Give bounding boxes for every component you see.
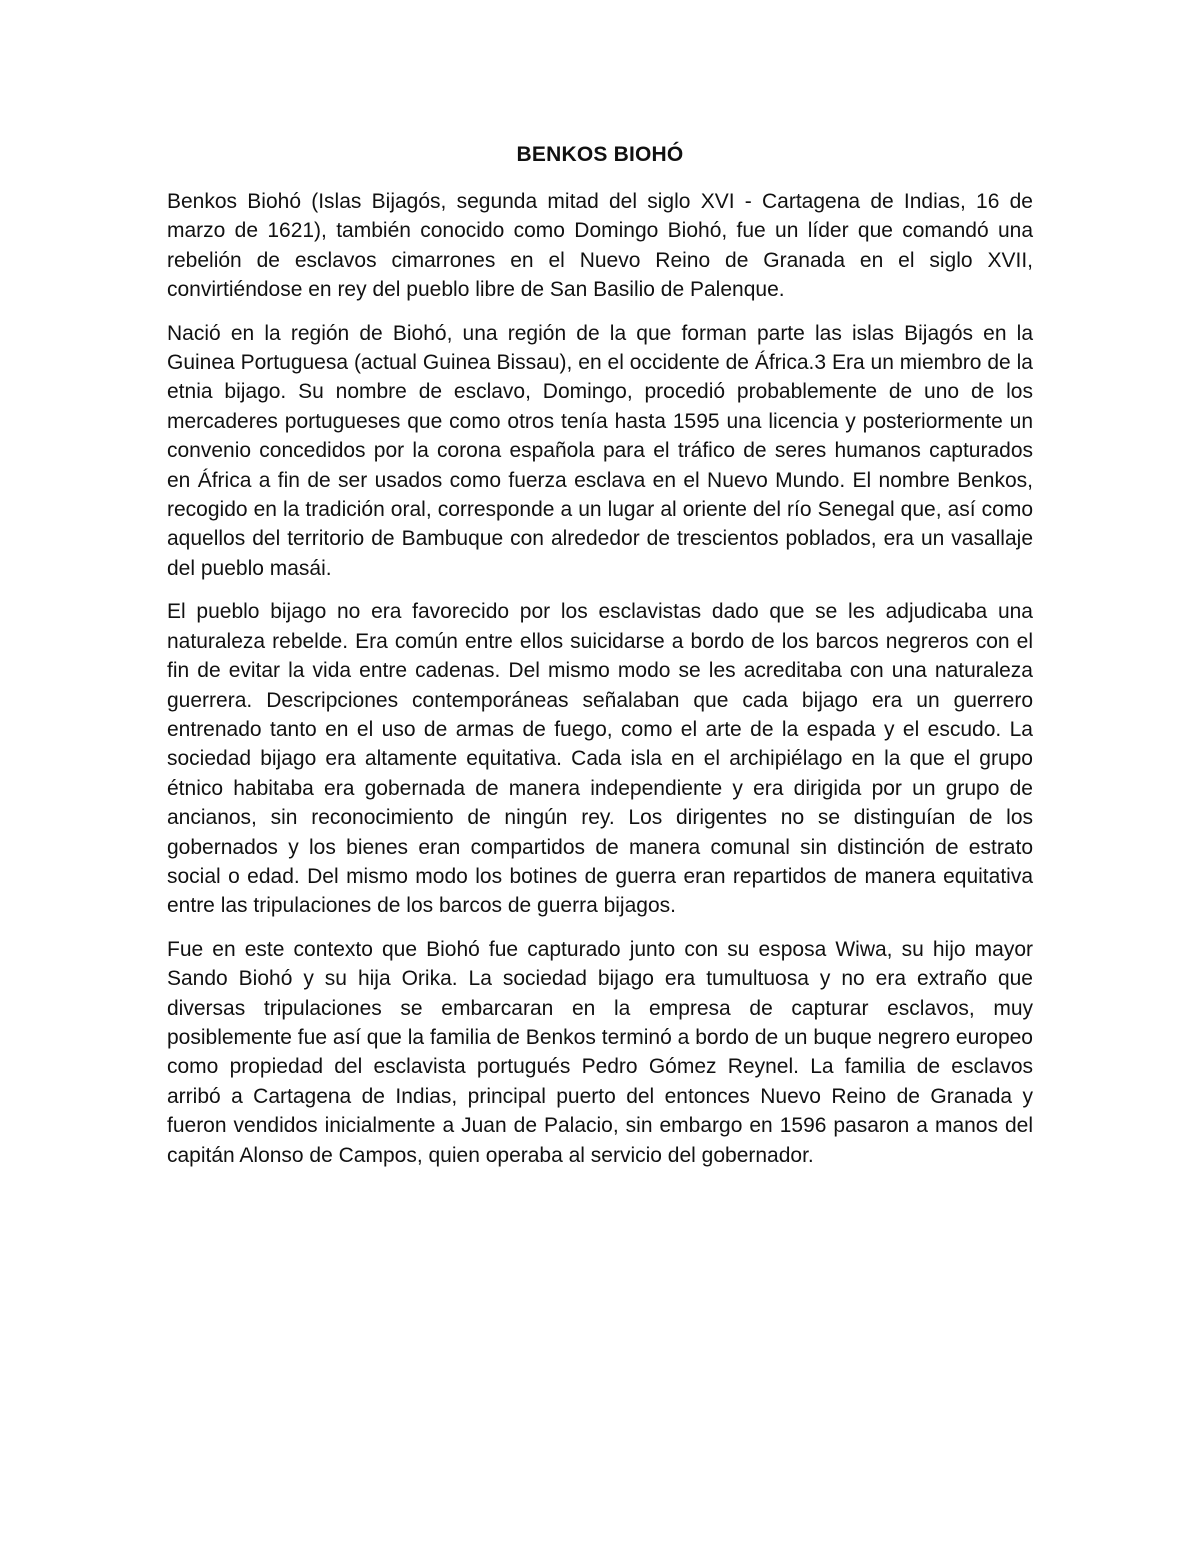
paragraph-origin: Nació en la región de Biohó, una región de la que forman parte las islas Bijagós en la Guinea Portuguesa (actual Guinea Bissau), en el occidente de África.3 Era un miembro de la etnia bijago. Su nombre de esclavo, Domingo, procedió probablemente de uno de los mercaderes portugueses que como otros tenía hasta 1595 una licencia y posteriormente un convenio concedidos por la corona española para el tráfico de seres humanos capturados en África a fin de ser usados como fuerza esclava en el Nuevo Mundo. El nombre Benkos, recogido en la tradición oral, corresponde a un lugar al oriente del río Senegal que, así como aquellos del territorio de Bambuque con alrededor de trescientos poblados, era un vasallaje del pueblo masái. bbox=[167, 321, 1033, 580]
paragraph-intro: Benkos Biohó (Islas Bijagós, segunda mitad del siglo XVI - Cartagena de Indias, 16 de marzo de 1621), también conocido como Domingo Biohó, fue un líder que comandó una rebelión de esclavos cimarrones en el Nuevo Reino de Granada en el siglo XVII, convirtiéndose en rey del pueblo libre de San Basilio de Palenque. bbox=[167, 190, 1033, 302]
document-body bbox=[167, 140, 1033, 1184]
document-title: BENKOS BIOHÓ bbox=[516, 143, 684, 166]
paragraph-bijago-society: El pueblo bijago no era favorecido por los esclavistas dado que se les adjudicaba una naturaleza rebelde. Era común entre ellos suicidarse a bordo de los barcos negreros con el fin de evitar la vida entre cadenas. Del mismo modo se les acreditaba con una naturaleza guerrera. Descripciones contemporáneas señalaban que cada bijago era un guerrero entrenado tanto en el uso de armas de fuego, como el arte de la espada y el escudo. La sociedad bijago era altamente equitativa. Cada isla en el archipiélago en la que el grupo étnico habitaba era gobernada de manera independiente y era dirigida por un grupo de ancianos, sin reconocimiento de ningún rey. Los dirigentes no se distinguían de los gobernados y los bienes eran compartidos de manera comunal sin distinción de estrato social o edad. Del mismo modo los botines de guerra eran repartidos de manera equitativa entre las tripulaciones de los barcos de guerra bijagos. bbox=[167, 600, 1033, 918]
paragraph-capture: Fue en este contexto que Biohó fue capturado junto con su esposa Wiwa, su hijo mayor Sando Biohó y su hija Orika. La sociedad bijago era tumultuosa y no era extraño que diversas tripulaciones se embarcaran en la empresa de capturar esclavos, muy posiblemente fue así que la familia de Benkos terminó a bordo de un buque negrero europeo como propiedad del esclavista portugués Pedro Gómez Reynel. La familia de esclavos arribó a Cartagena de Indias, principal puerto del entonces Nuevo Reino de Granada y fueron vendidos inicialmente a Juan de Palacio, sin embargo en 1596 pasaron a manos del capitán Alonso de Campos, quien operaba al servicio del gobernador. bbox=[167, 937, 1033, 1167]
